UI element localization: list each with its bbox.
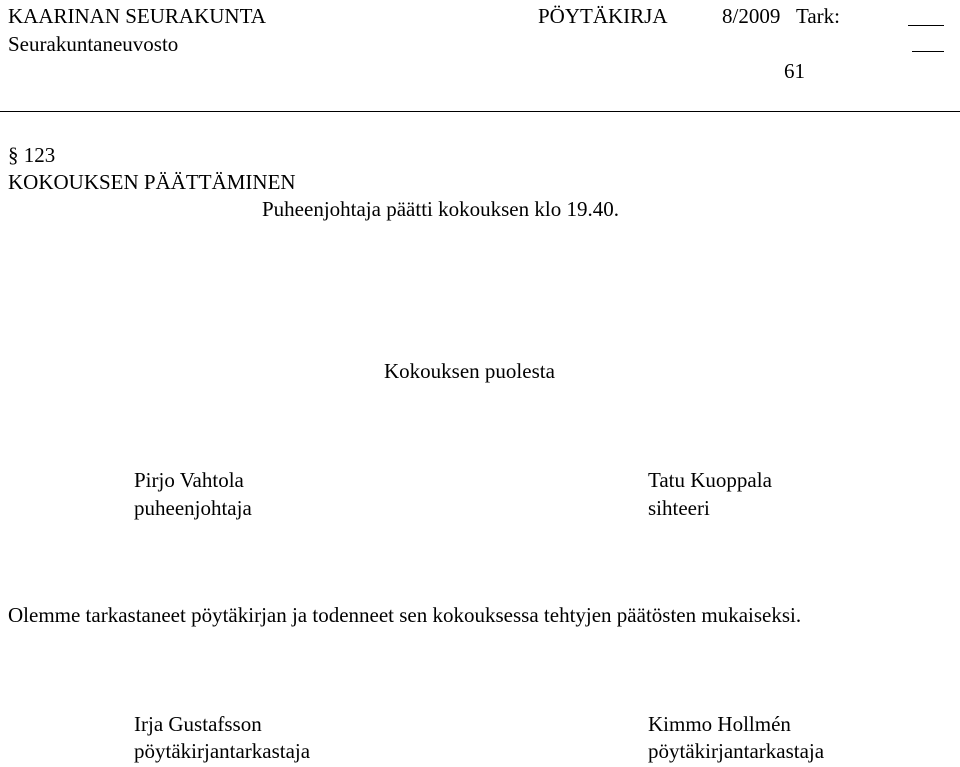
- section-number: 123: [23, 143, 56, 167]
- parish-name: KAARINAN SEURAKUNTA: [8, 4, 266, 28]
- council-name: Seurakuntaneuvosto: [8, 32, 179, 56]
- examiner-2-name: Kimmo Hollmén: [648, 712, 791, 736]
- secretary-role: sihteeri: [648, 496, 710, 520]
- document-type: PÖYTÄKIRJA: [538, 4, 668, 28]
- examiner-2-role: pöytäkirjantarkastaja: [648, 739, 825, 763]
- check-blank-line: [908, 25, 944, 26]
- secretary-name: Tatu Kuoppala: [648, 468, 772, 492]
- on-behalf-label: Kokouksen puolesta: [384, 359, 555, 383]
- section-symbol: §: [8, 143, 19, 167]
- chair-role: puheenjohtaja: [134, 496, 252, 520]
- header-divider: [0, 111, 960, 112]
- chair-name: Pirjo Vahtola: [134, 468, 244, 492]
- check-label: Tark:: [796, 4, 841, 28]
- section-title: KOKOUKSEN PÄÄTTÄMINEN: [8, 170, 296, 194]
- section-heading: [8, 142, 55, 168]
- check-blank-line-2: [912, 51, 944, 52]
- protocol-number: 8/2009: [722, 4, 781, 28]
- examiner-1-name: Irja Gustafsson: [134, 712, 262, 736]
- page-number: 61: [784, 59, 805, 83]
- section-text: Puheenjohtaja päätti kokouksen klo 19.40.: [262, 197, 619, 221]
- examiner-1-role: pöytäkirjantarkastaja: [134, 739, 311, 763]
- verification-statement: Olemme tarkastaneet pöytäkirjan ja todenneet sen kokouksessa tehtyjen päätösten mukaiseksi.: [8, 603, 802, 627]
